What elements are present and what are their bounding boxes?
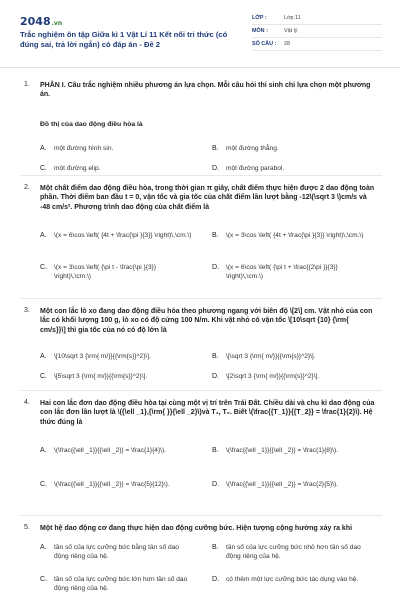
page-header bbox=[0, 0, 400, 68]
divider bbox=[20, 298, 382, 299]
meta-value: Vật lý bbox=[284, 28, 298, 34]
option-text: \[10\sqrt 3 {\rm{ m/}}{{\rm{s}}^2}\]. bbox=[54, 353, 151, 360]
option-letter: A. bbox=[40, 544, 47, 551]
option-d[interactable] bbox=[212, 165, 366, 174]
option-text: một đường hình sin. bbox=[54, 145, 114, 152]
option-text: một đường elip. bbox=[54, 165, 101, 172]
option-letter: C. bbox=[40, 264, 47, 271]
option-text: \(x = 3\cos \left( {\pi t - \frac{\pi }{3}} \right)\,\cm.\) bbox=[54, 264, 157, 280]
option-a[interactable] bbox=[40, 353, 194, 362]
option-b[interactable] bbox=[212, 232, 366, 241]
question-text: Hai con lắc đơn dao động điều hòa tại cùng một vị trí trên Trái Đất. Chiều dài và chu kì dao động của con lắc đơn lần lượt là \({\ell _1},{\rm{ }}{\ell _2}\)và T₁, T₂. Biết \(\frac{{T_1}}{{T_2}} = \frac{1}{2}\). Hệ thức đúng là bbox=[40, 400, 375, 426]
option-b[interactable] bbox=[212, 145, 366, 154]
option-text: \(x = 6\cos \left( {4t + \frac{\pi }{3}} \right)\,\cm.\) bbox=[54, 232, 192, 239]
option-d[interactable] bbox=[212, 264, 366, 282]
question-text: Một chất điểm dao động điều hòa, trong thời gian π giây, chất điểm thực hiện được 2 dao động toàn phần. Thời điểm ban đầu t = 0, vận tốc và gia tốc của chất điểm lần lượt bằng -12\(\sqrt 3 \)cm/s và -48 cm/s². Phương trình dao động của chất điểm là bbox=[40, 185, 375, 211]
option-b[interactable] bbox=[212, 447, 366, 456]
option-text: \[2\sqrt 3 {\rm{ m/}}{{\rm{s}}^2}\]. bbox=[226, 373, 320, 380]
option-text: tần số của lực cưỡng bức bằng tần số dao động riêng của hệ. bbox=[54, 544, 179, 560]
option-a[interactable] bbox=[40, 232, 194, 241]
option-letter: D. bbox=[212, 576, 219, 583]
option-text: một đường thẳng. bbox=[226, 145, 279, 152]
question-number: 3. bbox=[24, 307, 30, 314]
option-letter: B. bbox=[212, 232, 219, 239]
meta-key: MÔN : bbox=[252, 28, 268, 34]
option-text: \(\frac{{\ell _1}}{{\ell _2}} = \frac{1}{4}\). bbox=[54, 447, 167, 454]
divider bbox=[20, 175, 382, 176]
option-letter: B. bbox=[212, 447, 219, 454]
option-letter: A. bbox=[40, 447, 47, 454]
option-d[interactable] bbox=[212, 373, 366, 382]
question-number: 5. bbox=[24, 524, 30, 531]
meta-value: Lớp 11 bbox=[284, 15, 301, 21]
option-b[interactable] bbox=[212, 544, 366, 562]
option-d[interactable] bbox=[212, 576, 366, 585]
option-text: một đường parabol. bbox=[226, 165, 285, 172]
option-letter: B. bbox=[212, 544, 219, 551]
option-letter: D. bbox=[212, 165, 219, 172]
meta-value: 28 bbox=[284, 41, 290, 47]
question-number: 4. bbox=[24, 399, 30, 406]
option-letter: A. bbox=[40, 145, 47, 152]
meta-key: SỐ CÂU : bbox=[252, 41, 277, 47]
divider bbox=[20, 515, 382, 516]
option-text: \(x = 3\cos \left( {4t + \frac{\pi }{3}} \right)\,\cm.\) bbox=[226, 232, 364, 239]
option-letter: D. bbox=[212, 264, 219, 271]
meta-row-class bbox=[252, 12, 382, 25]
option-c[interactable] bbox=[40, 481, 194, 490]
question-stem: Đồ thị của dao động điều hòa là bbox=[40, 121, 143, 128]
option-c[interactable] bbox=[40, 576, 194, 594]
option-letter: D. bbox=[212, 481, 219, 488]
option-text: \[5\sqrt 3 {\rm{ m/}}{{\rm{s}}^2}\]. bbox=[54, 373, 148, 380]
logo-suffix: .vn bbox=[51, 20, 63, 27]
option-text: \(\frac{{\ell _1}}{{\ell _2}} = \frac{2}{5}\). bbox=[226, 481, 339, 488]
option-c[interactable] bbox=[40, 373, 194, 382]
question-text: Một hệ dao động cơ đang thực hiện dao động cưỡng bức. Hiện tượng cộng hưởng xảy ra khi bbox=[40, 525, 353, 532]
option-text: tần số của lực cưỡng bức lớn hơn tần số dao động riêng của hệ. bbox=[54, 576, 188, 592]
logo-text: 2048 bbox=[20, 15, 51, 28]
option-c[interactable] bbox=[40, 165, 194, 174]
option-letter: C. bbox=[40, 576, 47, 583]
option-letter: C. bbox=[40, 373, 47, 380]
option-text: có thêm một lực cưỡng bức tác dụng vào hệ. bbox=[226, 576, 359, 583]
option-d[interactable] bbox=[212, 481, 366, 490]
option-a[interactable] bbox=[40, 145, 194, 154]
option-text: \[\sqrt 3 {\rm{ m/}}{{\rm{s}}^2}\]. bbox=[226, 353, 316, 360]
exam-meta bbox=[252, 12, 382, 51]
option-c[interactable] bbox=[40, 264, 194, 282]
question-text: Một con lắc lò xo đang dao động điều hòa theo phương ngang với biên độ \[2\] cm. Vật nhỏ của con lắc có khối lượng 100 g, lò xo có độ cứng 100 N/m. Khi vật nhỏ có vận tốc \[10\sqrt {10} {\rm{ cm/s}}\] thì gia tốc của nó có độ lớn là bbox=[40, 308, 373, 334]
question-number: 1. bbox=[24, 81, 30, 88]
option-a[interactable] bbox=[40, 544, 194, 562]
option-a[interactable] bbox=[40, 447, 194, 456]
option-text: \(\frac{{\ell _1}}{{\ell _2}} = \frac{5}{12}\). bbox=[54, 481, 170, 488]
meta-row-subject bbox=[252, 25, 382, 38]
option-text: \(x = 6\cos \left( {\pi t + \frac{{2\pi }}{3}} \right)\,\cm.\) bbox=[226, 264, 338, 280]
option-letter: C. bbox=[40, 481, 47, 488]
option-letter: B. bbox=[212, 353, 219, 360]
option-letter: A. bbox=[40, 232, 47, 239]
option-letter: A. bbox=[40, 353, 47, 360]
option-letter: B. bbox=[212, 145, 219, 152]
question-text: PHẦN I. Câu trắc nghiệm nhiều phương án lựa chọn. Mỗi câu hỏi thí sinh chỉ lựa chọn một phương án. bbox=[40, 82, 371, 99]
page-title: Trắc nghiệm ôn tập Giữa kì 1 Vật Lí 11 Kết nối tri thức (có đúng sai, trả lời ngắn) có đáp án - Đề 2 bbox=[20, 30, 228, 50]
option-text: \(\frac{{\ell _1}}{{\ell _2}} = \frac{1}{8}\). bbox=[226, 447, 339, 454]
meta-key: LỚP : bbox=[252, 15, 267, 21]
option-text: tần số của lực cưỡng bức nhỏ hơn tần số dao động riêng của hệ. bbox=[226, 544, 361, 560]
question-number: 2. bbox=[24, 184, 30, 191]
site-logo[interactable] bbox=[20, 15, 62, 28]
option-b[interactable] bbox=[212, 353, 366, 362]
option-letter: C. bbox=[40, 165, 47, 172]
option-letter: D. bbox=[212, 373, 219, 380]
divider bbox=[20, 390, 382, 391]
meta-row-count bbox=[252, 38, 382, 51]
